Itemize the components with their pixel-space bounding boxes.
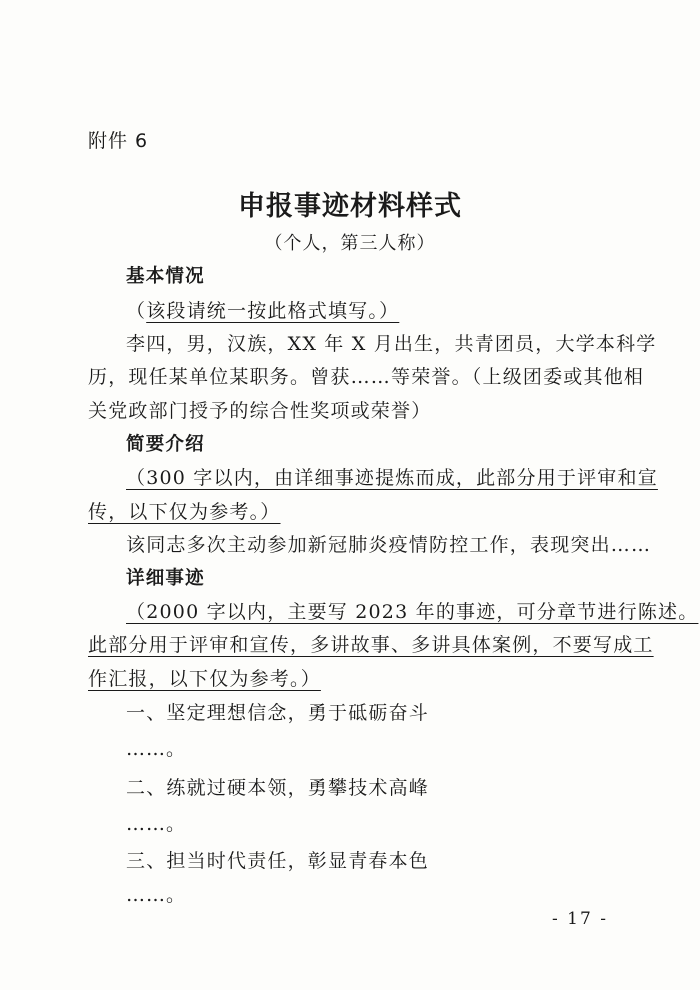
detail-heading: 详细事迹 <box>126 568 205 589</box>
page-number: - 17 - <box>552 909 608 929</box>
document-title: 申报事迹材料样式 <box>238 191 462 222</box>
section-title: 二、练就过硬本领，勇攀技术高峰 <box>126 777 430 799</box>
brief-text: 该同志多次主动参加新冠肺炎疫情防控工作，表现突出…… <box>126 534 652 556</box>
basic-line: 关党政部门授予的综合性奖项或荣誉） <box>88 400 432 422</box>
brief-heading: 简要介绍 <box>126 434 205 455</box>
document-subtitle: （个人，第三人称） <box>264 233 436 254</box>
brief-note-line: （300 字以内，由详细事迹提炼而成，此部分用于评审和宣 <box>126 467 658 489</box>
basic-note: （该段请统一按此格式填写。） <box>126 300 400 322</box>
basic-heading: 基本情况 <box>126 266 205 287</box>
section-title: 一、坚定理想信念，勇于砥砺奋斗 <box>126 702 430 724</box>
section-body: ……。 <box>126 884 187 906</box>
section-title: 三、担当时代责任，彰显青春本色 <box>126 850 430 872</box>
basic-line: 历，现任某单位某职务。曾获……等荣誉。（上级团委或其他相 <box>88 366 645 388</box>
section-body: ……。 <box>126 738 187 760</box>
detail-note-line: 作汇报，以下仅为参考。） <box>88 668 321 690</box>
basic-note-text: 该段请统一按此格式填写。） <box>146 300 400 322</box>
basic-line: 李四，男，汉族，XX 年 X 月出生，共青团员，大学本科学 <box>126 333 657 355</box>
detail-note-line: 此部分用于评审和宣传，多讲故事、多讲具体案例，不要写成工 <box>88 634 654 656</box>
attachment-label: 附件 6 <box>88 130 149 152</box>
detail-note-line: （2000 字以内，主要写 2023 年的事迹，可分章节进行陈述。 <box>126 601 699 623</box>
brief-note-line: 传，以下仅为参考。） <box>88 501 281 523</box>
section-body: ……。 <box>126 813 187 835</box>
